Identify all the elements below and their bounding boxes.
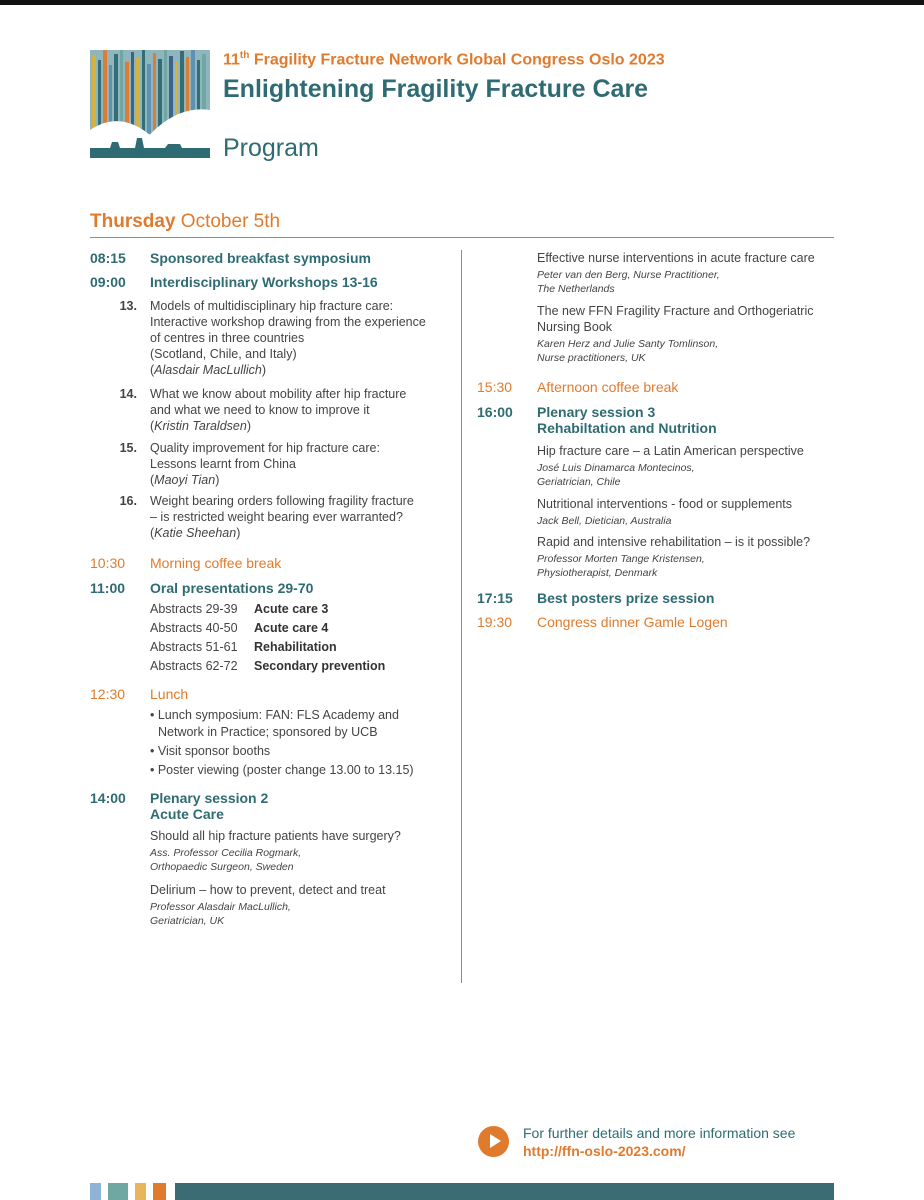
talk-title: Should all hip fracture patients have surgery? [150, 829, 401, 843]
session-row [90, 274, 378, 290]
workshop-speaker: (Maoyi Tian) [150, 473, 220, 487]
talk-title: Delirium – how to prevent, detect and treat [150, 883, 386, 897]
workshop-title-line: Lessons learnt from China [150, 457, 296, 471]
session-title: Interdisciplinary Workshops 13-16 [150, 274, 378, 290]
session-row [477, 590, 714, 606]
talk-speaker: Nurse practitioners, UK [537, 352, 646, 364]
talk-speaker: The Netherlands [537, 283, 615, 295]
session-title: Plenary session 3 [537, 404, 656, 420]
workshop-title-line: of centres in three countries [150, 331, 305, 345]
congress-logo [90, 50, 210, 158]
talk [537, 496, 837, 528]
workshop-title-line: Quality improvement for hip fracture care: [150, 441, 380, 455]
session-row [90, 790, 268, 822]
abstract-row: Abstracts 51-61 Rehabilitation [150, 640, 337, 654]
session-title: Congress dinner Gamle Logen [537, 614, 728, 630]
session-time: 15:30 [477, 379, 513, 395]
workshop-item [90, 298, 450, 378]
workshop-title-line: What we know about mobility after hip fracture [150, 387, 407, 401]
day-divider [90, 237, 834, 238]
footer-bar [175, 1183, 834, 1200]
session-time: 16:00 [477, 404, 513, 420]
workshop-title-line: (Scotland, Chile, and Italy) [150, 347, 297, 361]
session-time: 09:00 [90, 274, 126, 290]
session-title: Morning coffee break [150, 555, 282, 571]
abstract-list [150, 600, 385, 676]
footer-link[interactable]: http://ffn-oslo-2023.com/ [523, 1143, 686, 1159]
footer-color-square [153, 1183, 166, 1200]
workshop-number: 15. [119, 441, 137, 455]
workshop-title-line: Weight bearing orders following fragility fracture [150, 494, 414, 508]
talk-speaker: Professor Morten Tange Kristensen, [537, 553, 705, 565]
workshop-title-line: Interactive workshop drawing from the experience [150, 315, 426, 329]
session-subtitle: Acute Care [150, 806, 224, 822]
session-time: 14:00 [90, 790, 126, 806]
talk-title: The new FFN Fragility Fracture and Orthogeriatric [537, 304, 814, 318]
session-row [90, 686, 188, 702]
lunch-list [150, 707, 450, 779]
talk-speaker: Ass. Professor Cecilia Rogmark, [150, 847, 302, 859]
workshop-title-line: and what we need to know to improve it [150, 403, 370, 417]
session-title: Lunch [150, 686, 189, 702]
talk-speaker: Orthopaedic Surgeon, Sweden [150, 861, 294, 873]
session-row [90, 580, 313, 596]
abstract-row: Abstracts 62-72 Secondary prevention [150, 659, 386, 673]
talk-speaker: Jack Bell, Dietician, Australia [537, 515, 672, 527]
footer-text: For further details and more information see [523, 1125, 796, 1141]
footer-color-square [108, 1183, 128, 1200]
abstract-row: Abstracts 29-39 Acute care 3 [150, 602, 329, 616]
talk-title: Hip fracture care – a Latin American perspective [537, 444, 804, 458]
workshop-speaker: (Kristin Taraldsen) [150, 419, 251, 433]
session-time: 17:15 [477, 590, 513, 606]
talk-speaker: Professor Alasdair MacLullich, [150, 901, 291, 913]
workshop-number: 16. [119, 494, 137, 508]
lunch-bullet: • Poster viewing (poster change 13.00 to 13.15) [150, 763, 414, 777]
session-title: Sponsored breakfast symposium [150, 250, 371, 266]
talk [150, 828, 460, 874]
play-icon[interactable] [478, 1126, 509, 1157]
workshop-item [90, 493, 450, 541]
talk-title: Rapid and intensive rehabilitation – is it possible? [537, 535, 811, 549]
session-row [477, 614, 728, 630]
session-row [90, 555, 281, 571]
session-time: 08:15 [90, 250, 126, 266]
lunch-bullet-cont: Network in Practice; sponsored by UCB [158, 725, 378, 739]
session-row [477, 404, 717, 436]
workshop-item [90, 440, 450, 488]
abstract-row: Abstracts 40-50 Acute care 4 [150, 621, 329, 635]
session-subtitle: Rehabiltation and Nutrition [537, 420, 717, 436]
talk-speaker: Geriatrician, UK [150, 915, 225, 927]
session-time: 10:30 [90, 555, 126, 571]
workshop-title-line: Models of multidisciplinary hip fracture care: [150, 299, 394, 313]
talk [150, 882, 460, 928]
talk-title: Nutritional interventions - food or supplements [537, 497, 792, 511]
talk-title: Effective nurse interventions in acute fracture care [537, 251, 815, 265]
congress-name: 11th Fragility Fracture Network Global Congress Oslo 2023 [223, 50, 665, 69]
session-title: Afternoon coffee break [537, 379, 679, 395]
session-title: Plenary session 2 [150, 790, 269, 806]
lunch-bullet: • Visit sponsor booths [150, 744, 271, 758]
session-time: 12:30 [90, 686, 126, 702]
talk [537, 534, 837, 580]
talk-speaker: Karen Herz and Julie Santy Tomlinson, [537, 338, 719, 350]
session-row [477, 379, 678, 395]
congress-title: Enlightening Fragility Fracture Care [223, 75, 649, 103]
workshop-speaker: (Alasdair MacLullich) [150, 363, 267, 377]
page-subtitle: Program [223, 134, 319, 162]
workshop-title-line: – is restricted weight bearing ever warranted? [150, 510, 403, 524]
talk [537, 250, 837, 296]
talk-title: Nursing Book [537, 320, 613, 334]
footer-color-square [90, 1183, 101, 1200]
session-row [90, 250, 371, 266]
day-heading: Thursday October 5th [90, 211, 281, 232]
workshop-number: 13. [119, 299, 137, 313]
footer-color-square [135, 1183, 146, 1200]
talk-speaker: Geriatrician, Chile [537, 476, 621, 488]
talk-speaker: Peter van den Berg, Nurse Practitioner, [537, 269, 720, 281]
lunch-bullet: • Lunch symposium: FAN: FLS Academy and [150, 708, 399, 722]
workshop-speaker: (Katie Sheehan) [150, 526, 241, 540]
session-time: 19:30 [477, 614, 513, 630]
column-divider [461, 250, 462, 983]
session-title: Best posters prize session [537, 590, 715, 606]
workshop-number: 14. [119, 387, 137, 401]
workshop-item [90, 386, 450, 434]
talk-speaker: Physiotherapist, Denmark [537, 567, 658, 579]
top-border [0, 0, 924, 5]
talk-speaker: José Luis Dinamarca Montecinos, [537, 462, 695, 474]
session-time: 11:00 [90, 580, 126, 596]
talk [537, 443, 837, 489]
talk [537, 303, 837, 365]
session-title: Oral presentations 29-70 [150, 580, 314, 596]
